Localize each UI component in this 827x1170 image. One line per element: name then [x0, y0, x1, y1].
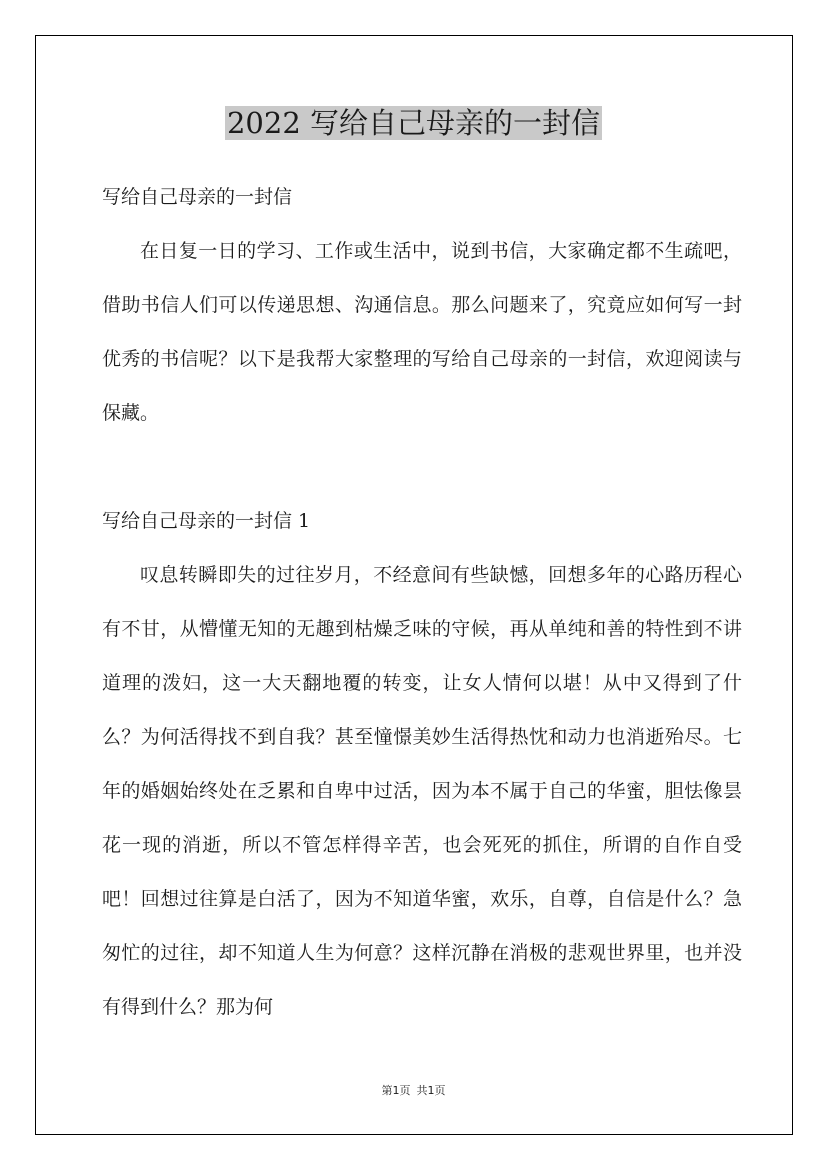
page-total: 共1页	[416, 1084, 446, 1097]
letter1-paragraph: 叹息转瞬即失的过往岁月，不经意间有些缺憾，回想多年的心路历程心有不甘，从懵懂无知的无趣到枯燥乏味的守候，再从单纯和善的特性到不讲道理的泼妇，这一大天翻地覆的转变，让女人情何以堪！从中又得到了什么？为何活得找不到自我？甚至憧憬美妙生活得热忱和动力也消逝殆尽。七年的婚姻始终处在乏累和自卑中过活，因为本不属于自己的华蜜，胆怯像昙花一现的消逝，所以不管怎样得辛苦，也会死死的抓住，所谓的自作自受吧！回想过往算是白活了，因为不知道华蜜，欢乐，自尊，自信是什么？急匆忙的过往，却不知道人生为何意？这样沉静在消极的悲观世界里，也并没有得到什么？那为何	[102, 564, 742, 1018]
page-number: 第1页	[381, 1084, 411, 1097]
document-body	[102, 170, 742, 1034]
document-title-text: 2022 写给自己母亲的一封信	[226, 106, 601, 140]
page-footer	[0, 1082, 827, 1098]
intro-heading: 写给自己母亲的一封信	[102, 186, 293, 208]
document-title	[0, 103, 827, 143]
intro-paragraph: 在日复一日的学习、工作或生活中，说到书信，大家确定都不生疏吧，借助书信人们可以传递思想、沟通信息。那么问题来了，究竟应如何写一封优秀的书信呢？以下是我帮大家整理的写给自己母亲的一封信，欢迎阅读与保藏。	[102, 240, 742, 424]
letter1-heading: 写给自己母亲的一封信 1	[102, 510, 311, 532]
section-spacer	[102, 440, 742, 494]
